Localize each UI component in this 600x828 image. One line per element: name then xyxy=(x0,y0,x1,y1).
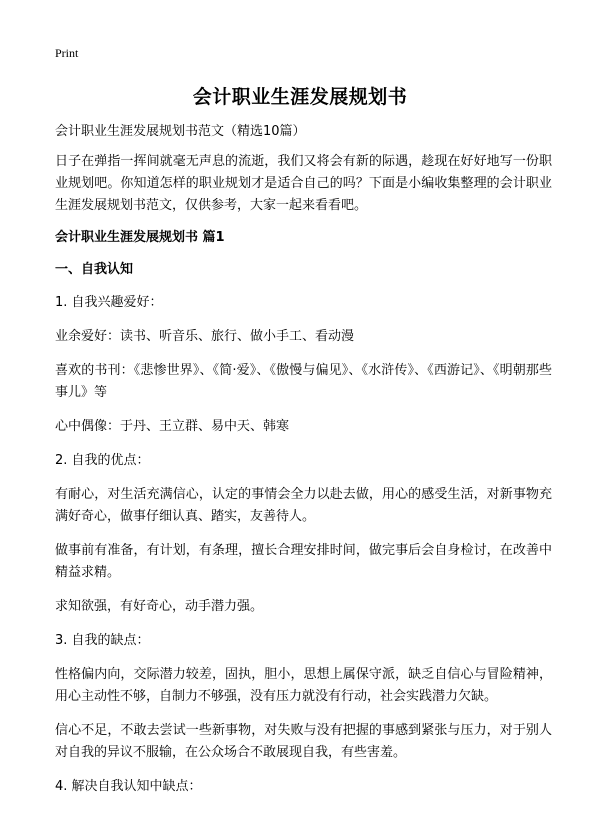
paragraph: 心中偶像：于丹、王立群、易中天、韩寒 xyxy=(55,419,290,434)
paragraph: 求知欲强，有好奇心，动手潜力强。 xyxy=(55,599,264,614)
article-body xyxy=(55,121,552,810)
print-link[interactable]: Print xyxy=(55,46,79,60)
paragraph: 喜欢的书刊：《悲惨世界》、《简·爱》、《傲慢与偏见》、《水浒传》、《西游记》、《明朝那些事儿》等 xyxy=(55,363,552,400)
paragraph: 做事前有准备，有计划，有条理，擅长合理安排时间，做完事后会自身检讨，在改善中精益求精。 xyxy=(55,543,552,580)
paragraph: 业余爱好：读书、听音乐、旅行、做小手工、看动漫 xyxy=(55,329,355,344)
paragraph: 有耐心，对生活充满信心，认定的事情会全力以赴去做，用心的感受生活，对新事物充满好奇心，做事仔细认真、踏实，友善待人。 xyxy=(55,487,552,524)
paragraph: 2. 自我的优点： xyxy=(55,453,150,468)
page-title: 会计职业生涯发展规划书 xyxy=(192,86,408,108)
paragraph: 信心不足，不敢去尝试一些新事物，对失败与没有把握的事感到紧张与压力，对于别人对自我的异议不服输，在公众场合不敢展现自我，有些害羞。 xyxy=(55,723,552,760)
part-heading: 一、自我认知 xyxy=(55,262,134,277)
paragraph: 1. 自我兴趣爱好： xyxy=(55,295,163,310)
intro-paragraph: 日子在弹指一挥间就毫无声息的流逝，我们又将会有新的际遇，趁现在好好地写一份职业规划吧。你知道怎样的职业规划才是适合自己的吗？下面是小编收集整理的会计职业生涯发展规划书范文，仅供参考，大家一起来看看吧。 xyxy=(55,154,552,213)
article-subtitle: 会计职业生涯发展规划书范文（精选10篇） xyxy=(55,124,306,139)
paragraph: 性格偏内向，交际潜力较差，固执，胆小，思想上属保守派，缺乏自信心与冒险精神，用心主动性不够，自制力不够强，没有压力就没有行动，社会实践潜力欠缺。 xyxy=(55,667,552,704)
section-heading: 会计职业生涯发展规划书 篇1 xyxy=(55,230,225,245)
paragraph: 3. 自我的缺点： xyxy=(55,633,150,648)
paragraph: 4. 解决自我认知中缺点： xyxy=(55,779,202,794)
